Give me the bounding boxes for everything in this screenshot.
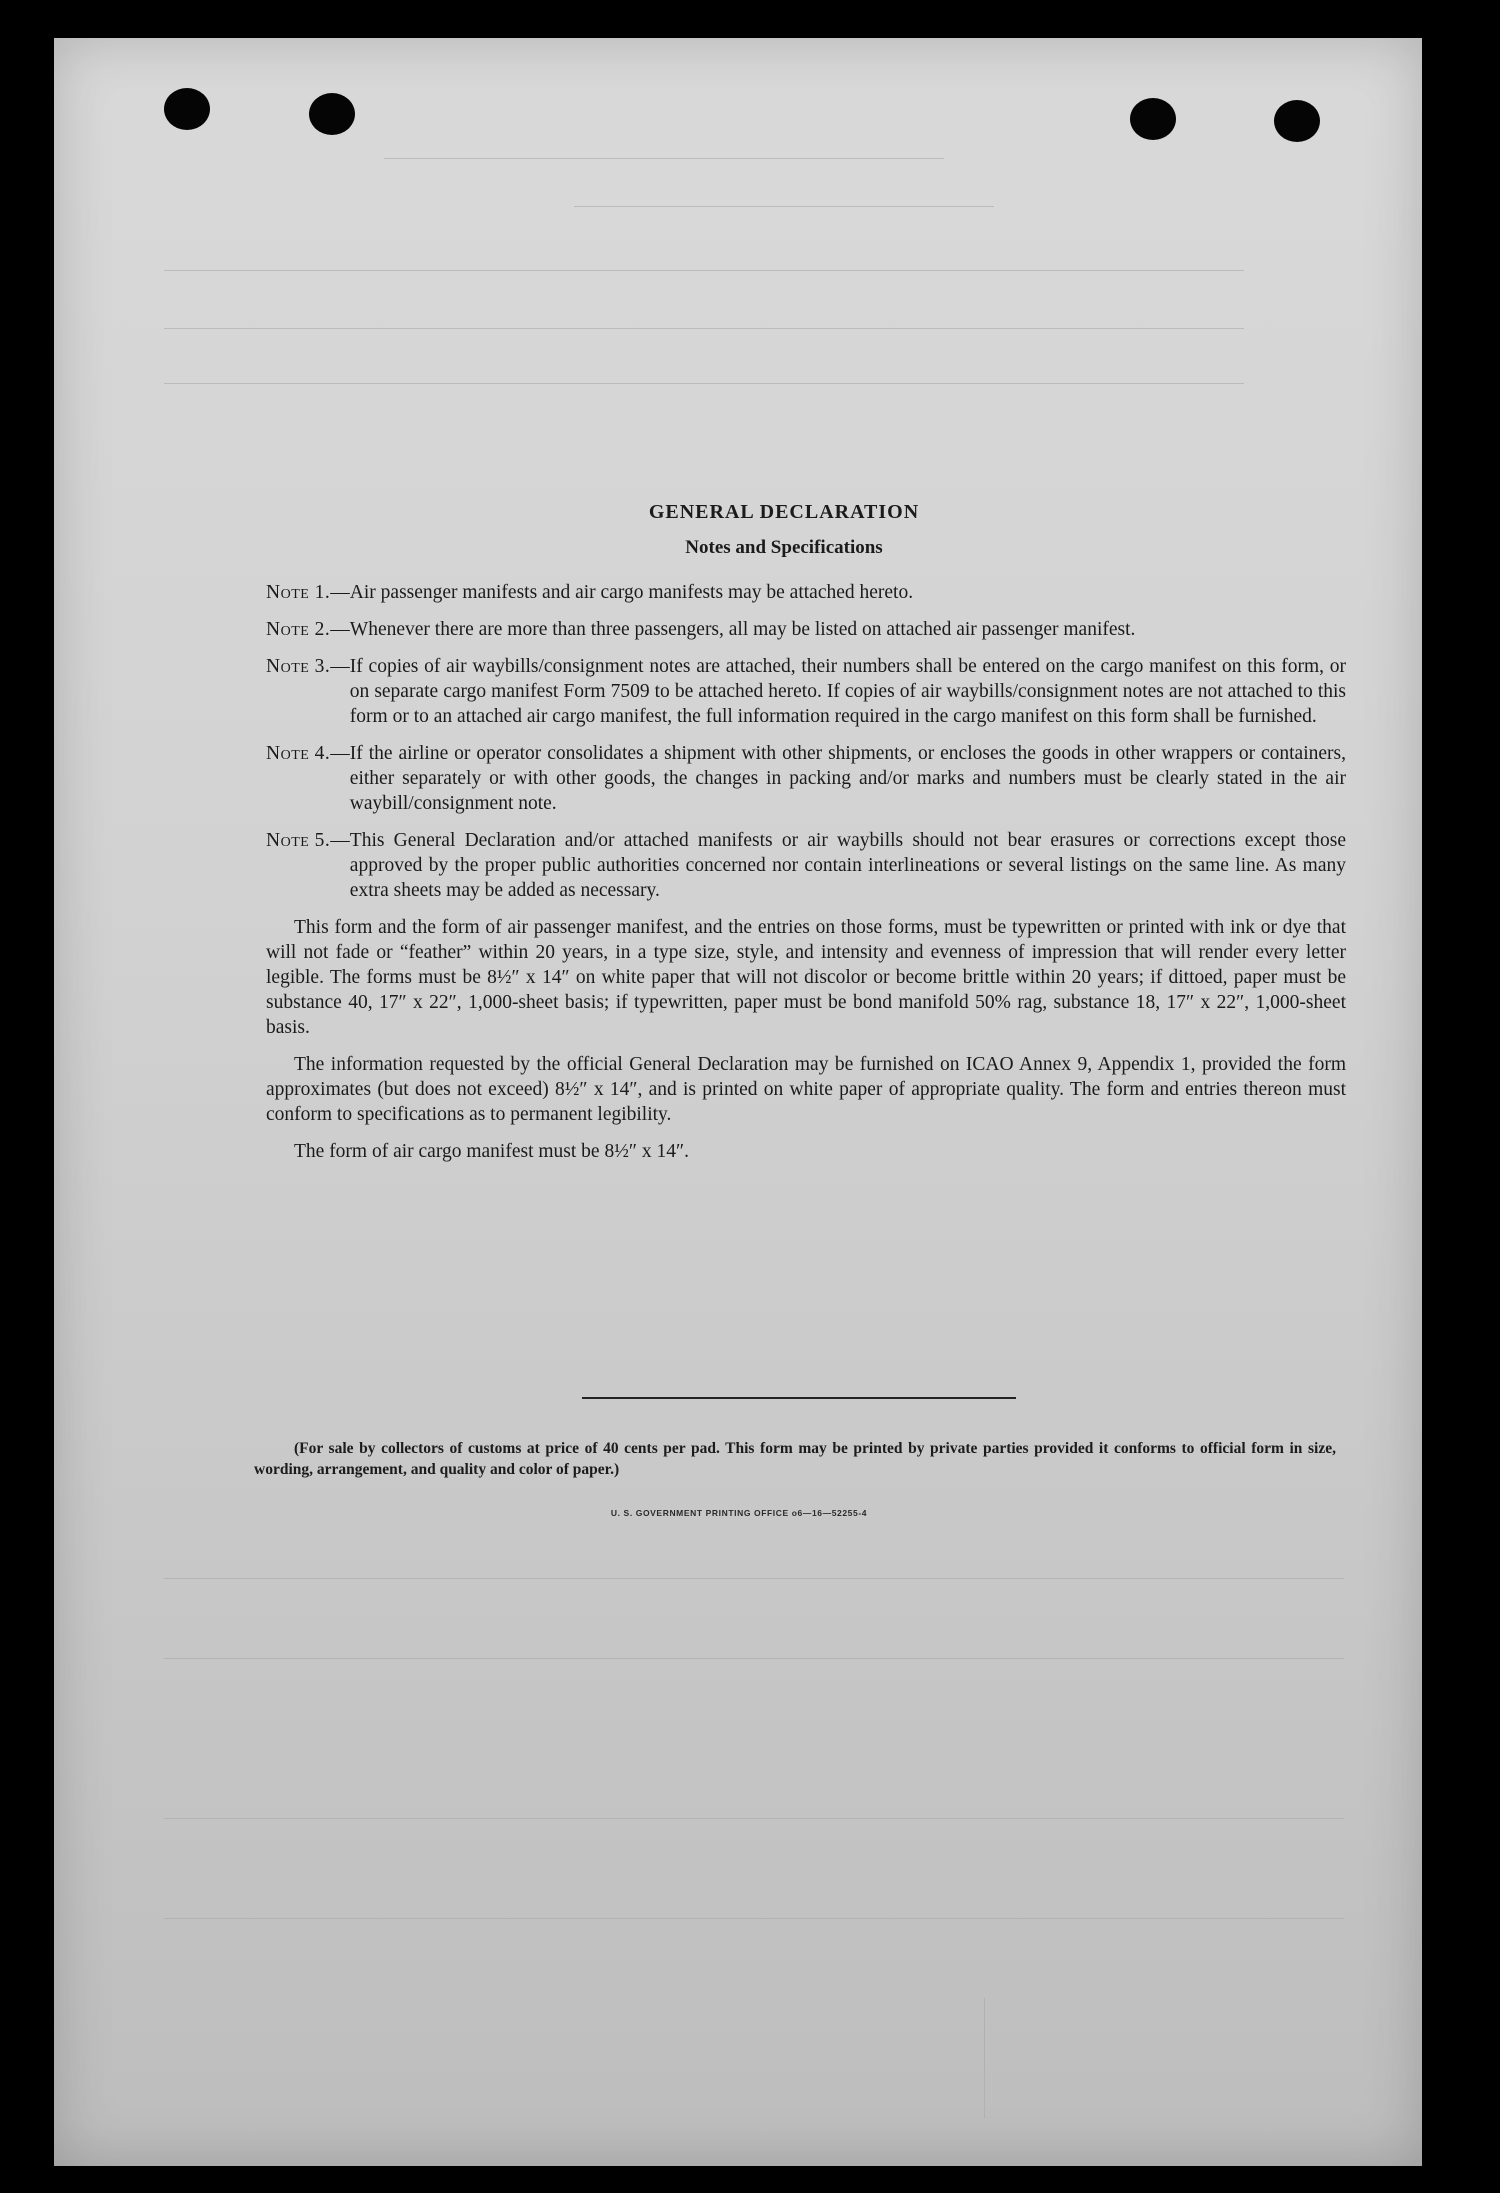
sale-notice: (For sale by collectors of customs at price of 40 cents per pad. This form may be printed by private parties provided it conforms to official form in size, wording, arrangement, and quality and color of paper.) [254, 1440, 1336, 1478]
note-text: This General Declaration and/or attached manifests or air waybills should not bear erasures or corrections except those approved by the proper public authorities concerned nor contain interlineations or several listings on the same line. As many extra sheets may be added as necessary. [349, 830, 1346, 901]
bleed-through-line [164, 1818, 1344, 1819]
document-page [54, 38, 1422, 2166]
note-4: Note 4. — If the airline or operator consolidates a shipment with other shipments, or encloses the goods in other wrappers or containers, either separately or with other goods, the changes in packing and/or marks and numbers must be clearly stated in the air waybill/consignment note. [266, 743, 1346, 814]
form-specifications-paragraph: This form and the form of air passenger manifest, and the entries on those forms, must be typewritten or printed with ink or dye that will not fade or “feather” within 20 years, in a type size, style, and intensity and evenness of impression that will render every letter legible. The forms must be 8½″ x 14″ on white paper that will not discolor or become brittle within 20 years; if dittoed, paper must be substance 40, 17″ x 22″, 1,000-sheet basis; if typewritten, paper must be bond manifold 50% rag, substance 18, 17″ x 22″, 1,000-sheet basis. [266, 917, 1346, 1038]
bleed-through-line [984, 1998, 985, 2118]
divider-rule [582, 1397, 1016, 1399]
bleed-through-line [164, 328, 1244, 329]
printer-imprint: U. S. GOVERNMENT PRINTING OFFICE o6—16—52255-4 [610, 1508, 868, 1518]
icao-paragraph: The information requested by the official General Declaration may be furnished on ICAO Annex 9, Appendix 1, provided the form approximates (but does not exceed) 8½″ x 14″, and is printed on white paper of appropriate quality. The form and entries thereon must conform to specifications as to permanent legibility. [266, 1054, 1346, 1125]
note-label: Note 2. [266, 619, 331, 640]
note-label: Note 5. [266, 830, 331, 851]
cargo-manifest-size-line: The form of air cargo manifest must be 8½″ x 14″. [294, 1141, 689, 1162]
note-2: Note 2. — Whenever there are more than three passengers, all may be listed on attached air passenger manifest. [266, 617, 1346, 642]
page-subtitle: Notes and Specifications [685, 537, 883, 558]
bleed-through-line [164, 270, 1244, 271]
note-label: Note 1. [266, 582, 331, 603]
note-label: Note 3. [266, 656, 331, 677]
note-text: Whenever there are more than three passengers, all may be listed on attached air passenger manifest. [349, 619, 1136, 640]
bleed-through-line [164, 1918, 1344, 1919]
punch-hole-right-1 [1130, 98, 1176, 140]
bleed-through-line [164, 1658, 1344, 1659]
note-3: Note 3. — If copies of air waybills/consignment notes are attached, their numbers shall be entered on the cargo manifest on this form, or on separate cargo manifest Form 7509 to be attached hereto. If copies of air waybills/consignment notes are not attached to this form or to an attached air cargo manifest, the full information required in the cargo manifest on this form shall be furnished. [266, 656, 1346, 727]
bleed-through-line [384, 158, 944, 159]
punch-hole-right-2 [1274, 100, 1320, 142]
note-label: Note 4. [266, 743, 331, 764]
note-text: Air passenger manifests and air cargo manifests may be attached hereto. [349, 582, 914, 603]
punch-hole-left-2 [309, 93, 355, 135]
notes-section [266, 500, 1346, 1164]
bleed-through-line [164, 1578, 1344, 1579]
note-1: Note 1. — Air passenger manifests and air cargo manifests may be attached hereto. [266, 580, 1346, 605]
note-text: If the airline or operator consolidates a shipment with other shipments, or encloses the goods in other wrappers or containers, either separately or with other goods, the changes in packing and/or marks and numbers must be clearly stated in the air waybill/consignment note. [349, 743, 1346, 814]
bleed-through-line [574, 206, 994, 207]
note-text: If copies of air waybills/consignment notes are attached, their numbers shall be entered on the cargo manifest on this form, or on separate cargo manifest Form 7509 to be attached hereto. If copies of air waybills/consignment notes are not attached to this form or to an attached air cargo manifest, the full information required in the cargo manifest on this form shall be furnished. [349, 656, 1346, 727]
bleed-through-line [164, 383, 1244, 384]
page-title: GENERAL DECLARATION [648, 501, 920, 523]
note-5: Note 5. — This General Declaration and/or attached manifests or air waybills should not bear erasures or corrections except those approved by the proper public authorities concerned nor contain interlineations or several listings on the same line. As many extra sheets may be added as necessary. [266, 830, 1346, 901]
punch-hole-left-1 [164, 88, 210, 130]
